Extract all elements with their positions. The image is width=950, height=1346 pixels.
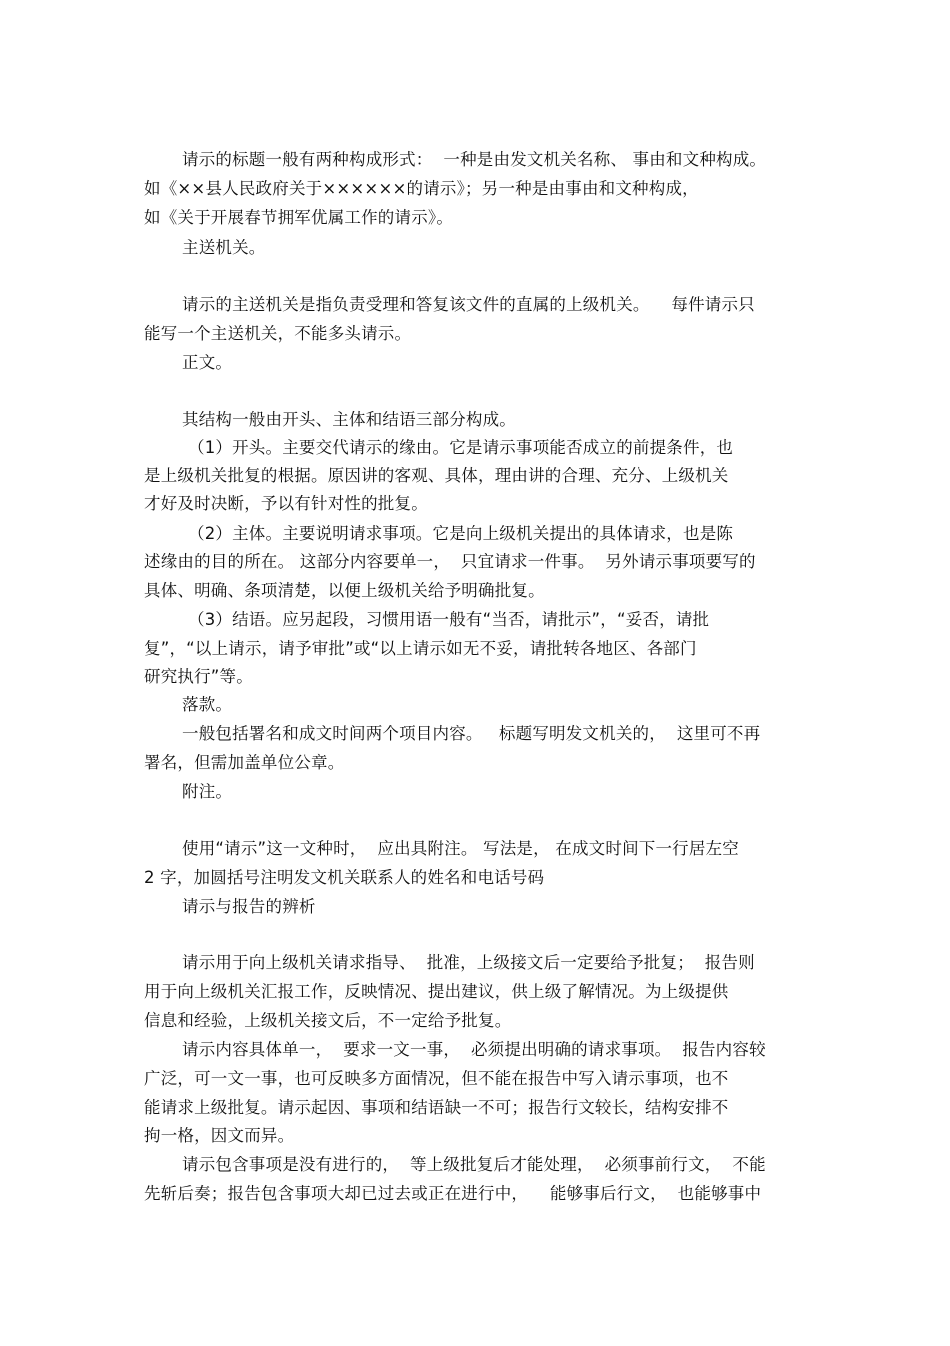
section-heading: 正文。 — [182, 353, 233, 372]
text-line: 具体、明确、条项清楚，以便上级机关给予明确批复。 — [144, 581, 545, 600]
text-line: 先斩后奏；报告包含事项大却已过去或正在进行中， 能够事后行文， 也能够事中 — [144, 1184, 762, 1203]
text-line: 拘一格，因文而异。 — [144, 1126, 295, 1145]
text-line: 如《××县人民政府关于××××××的请示》；另一种是由事由和文种构成， — [144, 179, 699, 198]
text-line: 2 字，加圆括号注明发文机关联系人的姓名和电话号码 — [144, 868, 545, 887]
text-line: 是上级机关批复的根据。原因讲的客观、具体，理由讲的合理、充分、上级机关 — [144, 466, 729, 485]
text-line: 署名，但需加盖单位公章。 — [144, 753, 345, 772]
text-line: 请示包含事项是没有进行的， 等上级批复后才能处理， 必须事前行文， 不能 — [182, 1155, 766, 1174]
text-line: 使用“请示”这一文种时， 应出具附注。 写法是， 在成文时间下一行居左空 — [182, 839, 739, 858]
text-line: 广泛，可一文一事，也可反映多方面情况，但不能在报告中写入请示事项，也不 — [144, 1069, 729, 1088]
section-heading: 落款。 — [182, 695, 233, 714]
text-line: （3）结语。应另起段，习惯用语一般有“当否，请批示”，“妥否，请批 — [188, 610, 710, 629]
text-line: 一般包括署名和成文时间两个项目内容。 标题写明发文机关的， 这里可不再 — [182, 724, 761, 743]
text-line: 才好及时决断，予以有针对性的批复。 — [144, 494, 428, 513]
section-heading: 请示与报告的辨析 — [182, 897, 316, 916]
text-line: 能写一个主送机关，不能多头请示。 — [144, 324, 412, 343]
text-line: 研究执行”等。 — [144, 667, 253, 686]
text-line: 述缘由的目的所在。 这部分内容要单一， 只宜请求一件事。 另外请示事项要写的 — [144, 552, 756, 571]
section-heading: 附注。 — [182, 782, 233, 801]
text-line: 请示的主送机关是指负责受理和答复该文件的直属的上级机关。 每件请示只 — [182, 295, 755, 314]
text-line: 请示内容具体单一， 要求一文一事， 必须提出明确的请求事项。 报告内容较 — [182, 1040, 766, 1059]
text-line: 复”，“以上请示，请予审批”或“以上请示如无不妥，请批转各地区、各部门 — [144, 639, 697, 658]
text-line: （1）开头。主要交代请示的缘由。它是请示事项能否成立的前提条件，也 — [188, 438, 734, 457]
section-heading: 主送机关。 — [182, 238, 266, 257]
text-line: 如《关于开展春节拥军优属工作的请示》。 — [144, 208, 454, 227]
text-line: 能请求上级批复。请示起因、事项和结语缺一不可；报告行文较长，结构安排不 — [144, 1098, 729, 1117]
text-line: 用于向上级机关汇报工作，反映情况、提出建议，供上级了解情况。为上级提供 — [144, 982, 729, 1001]
text-line: 请示用于向上级机关请求指导、 批准，上级接文后一定要给予批复； 报告则 — [182, 953, 755, 972]
text-line: 其结构一般由开头、主体和结语三部分构成。 — [182, 410, 516, 429]
text-line: 请示的标题一般有两种构成形式： 一种是由发文机关名称、 事由和文种构成。 — [182, 150, 767, 169]
text-line: 信息和经验，上级机关接文后，不一定给予批复。 — [144, 1011, 512, 1030]
text-line: （2）主体。主要说明请求事项。它是向上级机关提出的具体请求，也是陈 — [188, 524, 734, 543]
